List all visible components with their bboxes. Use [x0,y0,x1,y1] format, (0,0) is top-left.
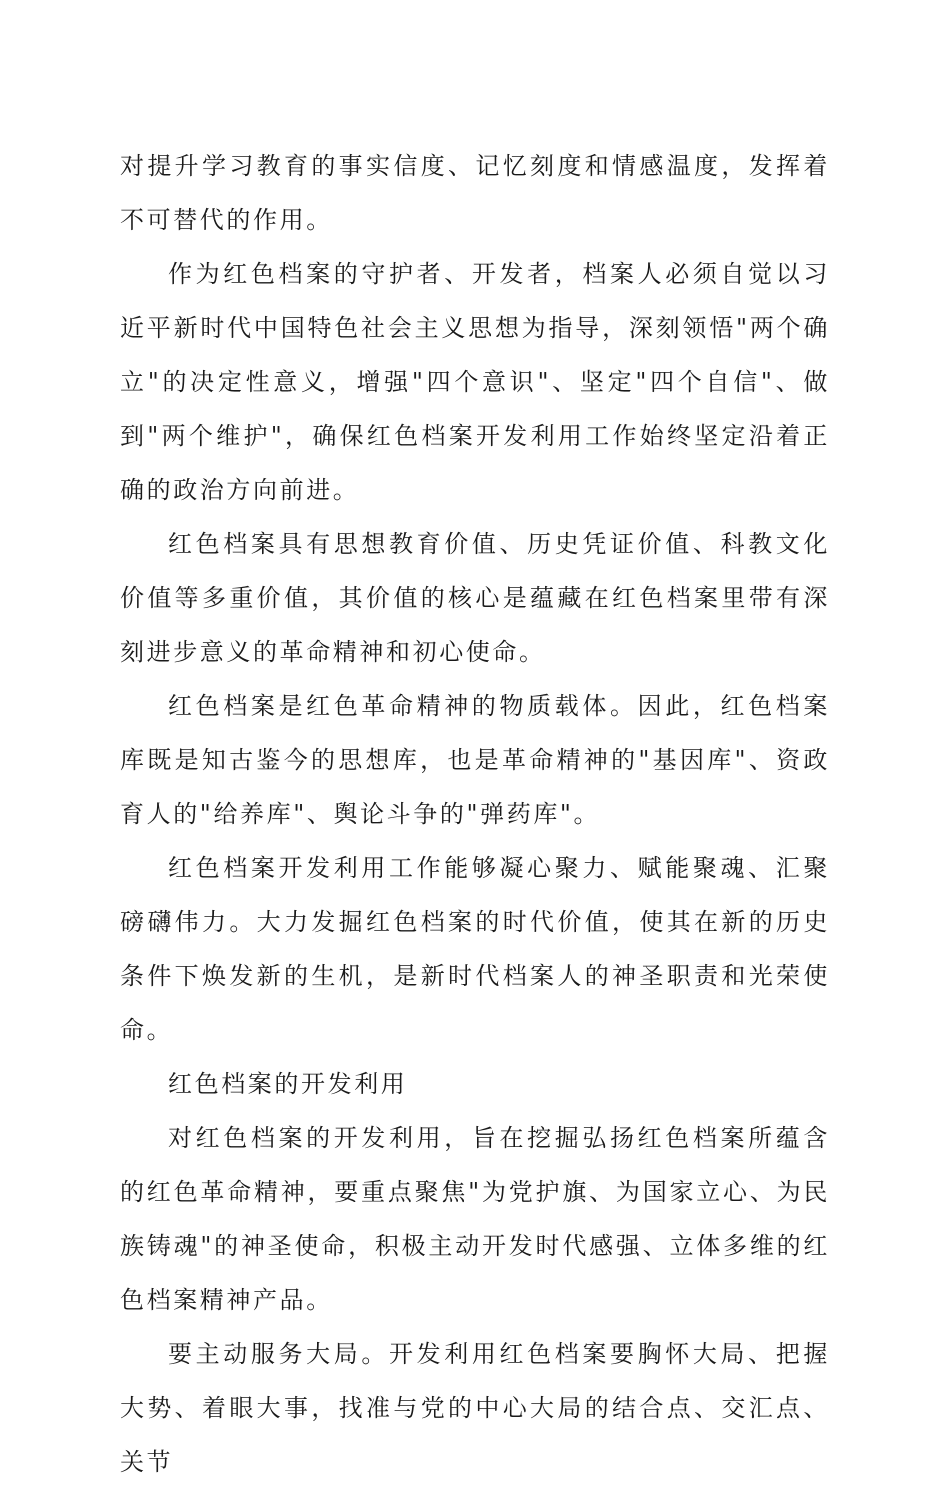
section-heading: 红色档案的开发利用 [168,1070,408,1098]
paragraph-serve-overall: 要主动服务大局。开发利用红色档案要胸怀大局、把握大势、着眼大事，找准与党的中心大局的结合点、交汇点、关节 [120,1340,830,1476]
paragraph-continuation: 对提升学习教育的事实信度、记忆刻度和情感温度，发挥着不可替代的作用。 [120,152,830,234]
paragraph-development-work: 红色档案开发利用工作能够凝心聚力、赋能聚魂、汇聚磅礴伟力。大力发掘红色档案的时代价值，使其在新的历史条件下焕发新的生机，是新时代档案人的神圣职责和光荣使命。 [120,854,830,1044]
document-body [120,139,830,1489]
paragraph-material-carrier: 红色档案是红色革命精神的物质载体。因此，红色档案库既是知古鉴今的思想库，也是革命精神的"基因库"、资政育人的"给养库"、舆论斗争的"弹药库"。 [120,692,830,828]
paragraph-archive-value: 红色档案具有思想教育价值、历史凭证价值、科教文化价值等多重价值，其价值的核心是蕴藏在红色档案里带有深刻进步意义的革命精神和初心使命。 [120,530,830,666]
paragraph-archivist-role: 作为红色档案的守护者、开发者，档案人必须自觉以习近平新时代中国特色社会主义思想为指导，深刻领悟"两个确立"的决定性意义，增强"四个意识"、坚定"四个自信"、做到"两个维护"，确保红色档案开发利用工作始终坚定沿着正确的政治方向前进。 [120,260,830,504]
paragraph-development-purpose: 对红色档案的开发利用，旨在挖掘弘扬红色档案所蕴含的红色革命精神，要重点聚焦"为党护旗、为国家立心、为民族铸魂"的神圣使命，积极主动开发时代感强、立体多维的红色档案精神产品。 [120,1124,830,1314]
